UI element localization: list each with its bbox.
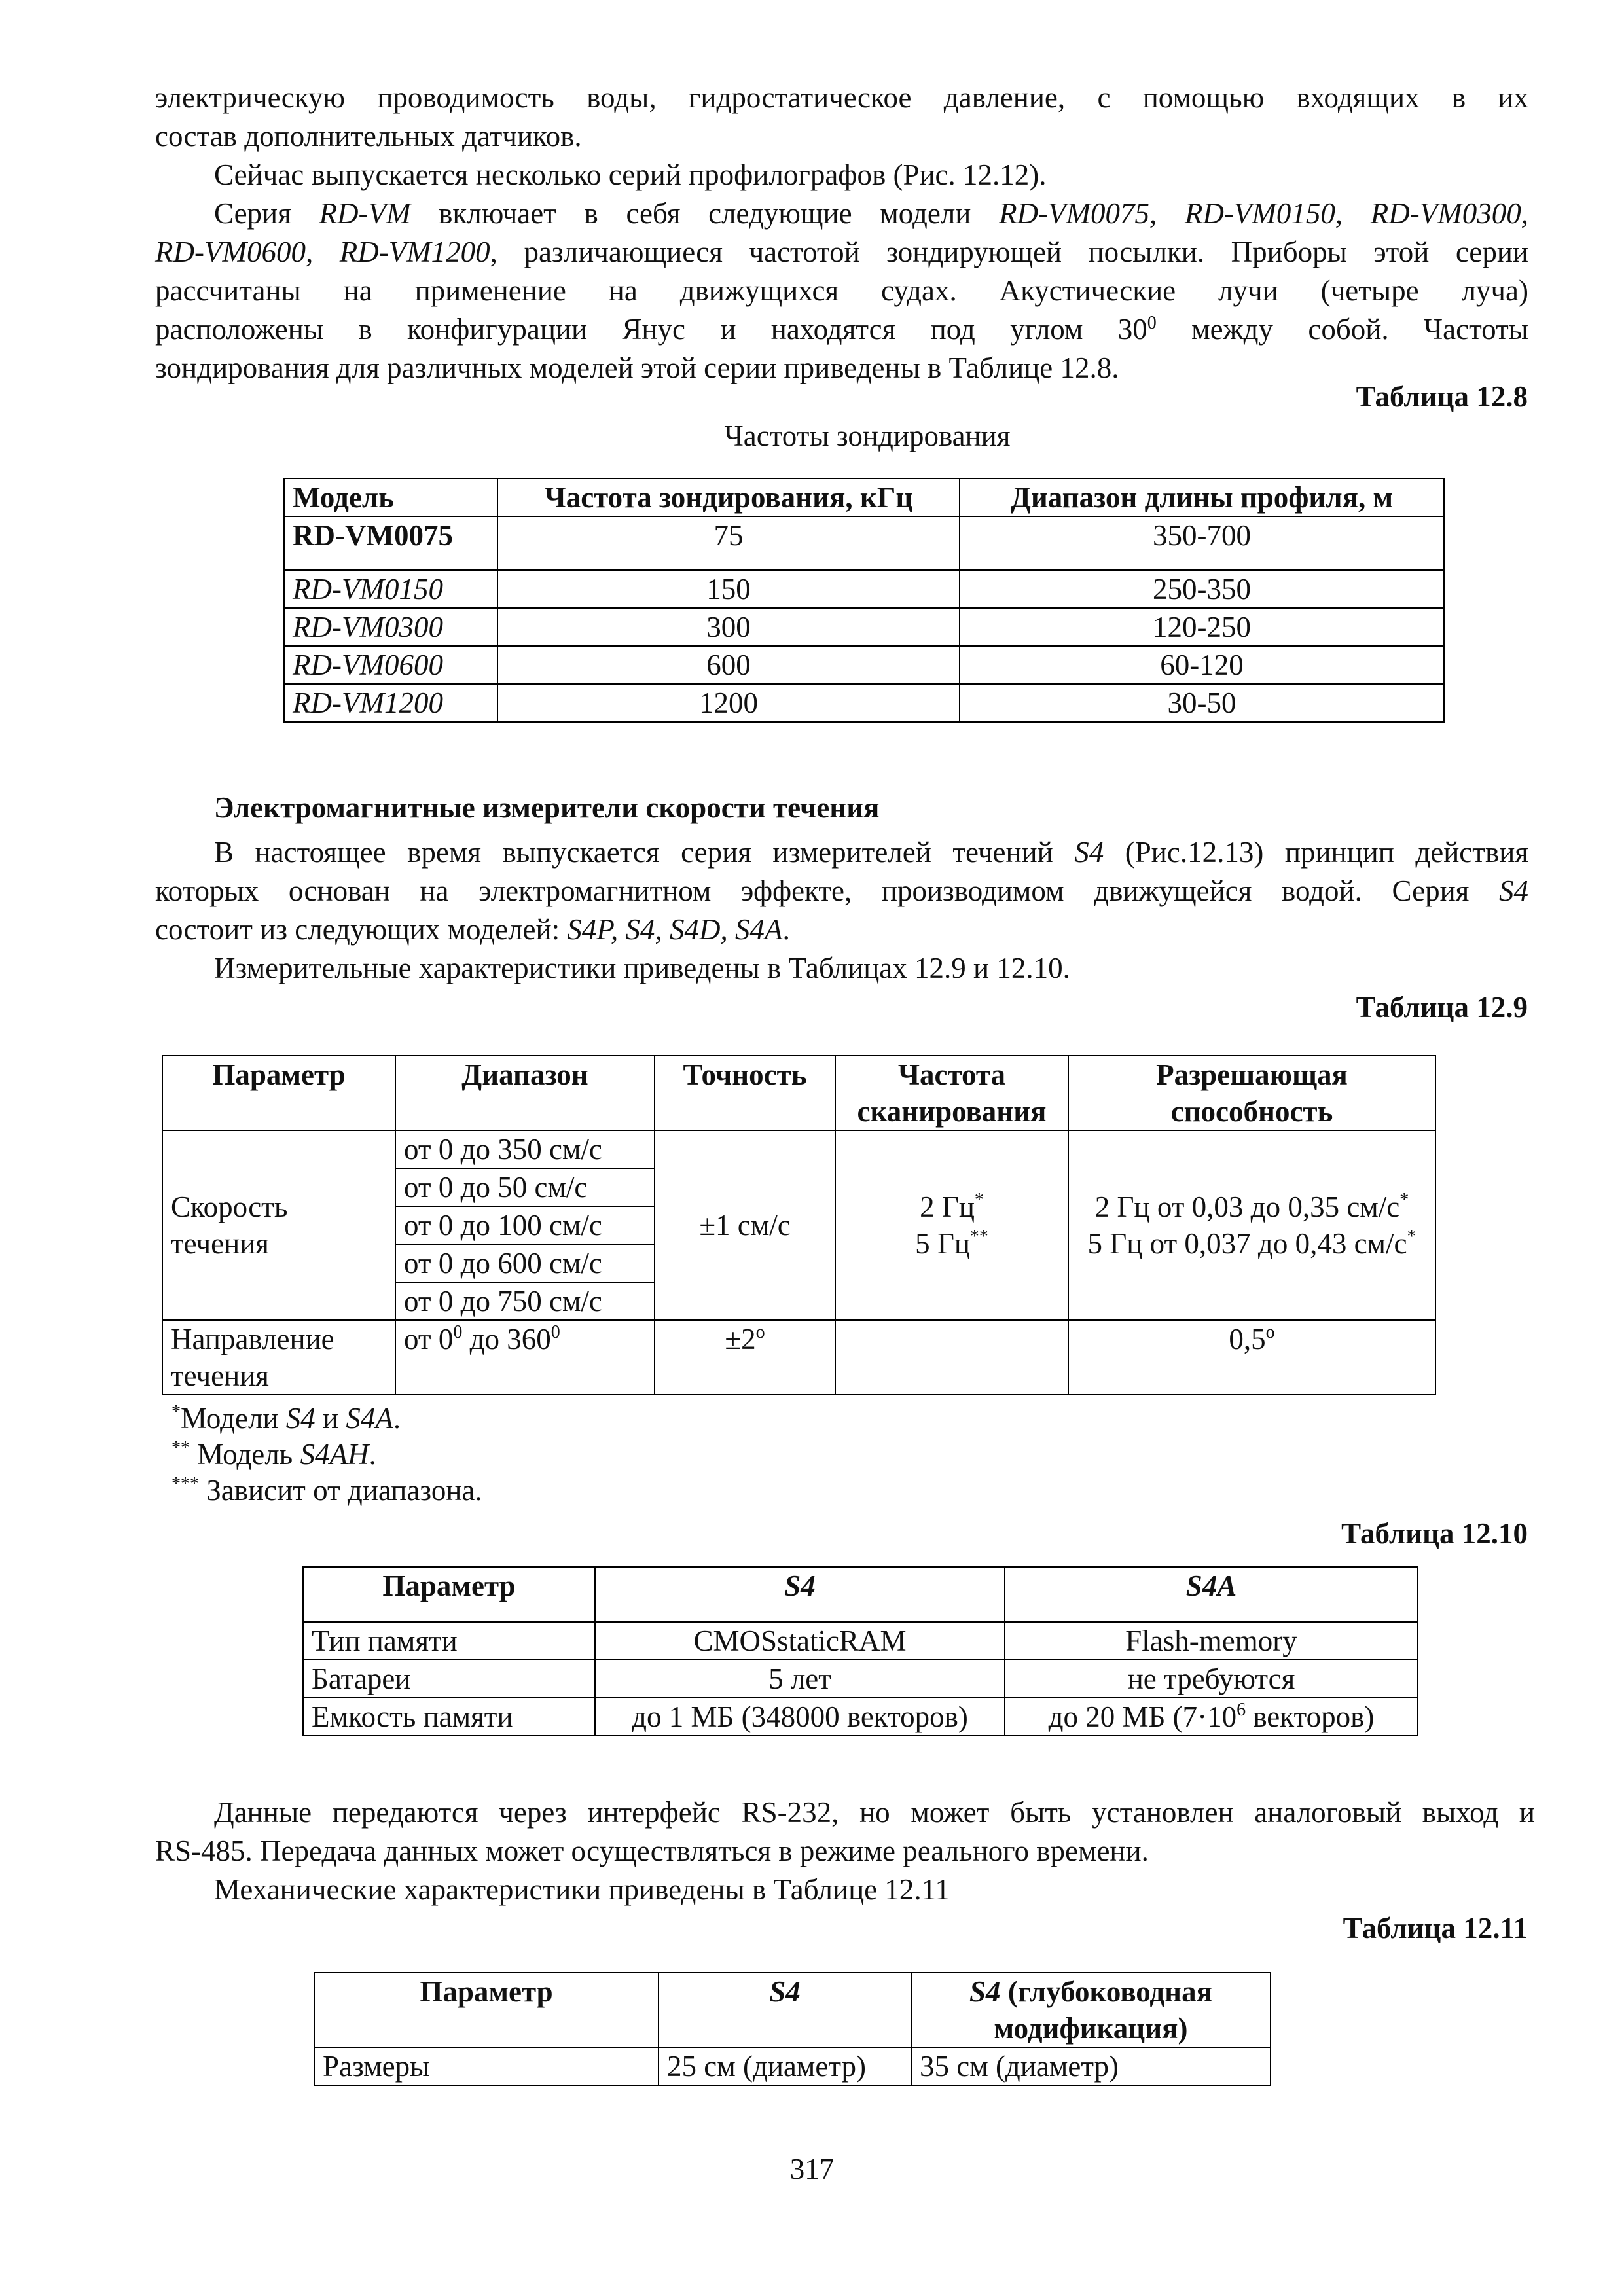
table-row: Размеры 25 см (диаметр) 35 см (диаметр) (314, 2047, 1271, 2085)
table-12-11 (314, 1972, 1271, 2086)
intro-paragraph-1: электрическую проводимость воды, гидростатическое давление, с помощью входящих в их состав дополнительных датчиков. (155, 81, 1528, 152)
table-row: Скорость течения от 0 до 350 см/с ±1 см/с 2 Гц* 5 Гц** 2 Гц от 0,03 до 0,35 см/с* 5 Гц от 0,037 до 0,43 см/с* (162, 1130, 1435, 1168)
section-paragraph-1: В настоящее время выпускается серия измерителей течений S4 (Рис.12.13) принцип действия которых основан на электромагнитном эффекте, производимом движущейся водой. Серия S4 состоит из следующих моделей: S4P, S4, S4D, S4A. (155, 836, 1528, 946)
footnote-1: *Модели S4 и S4A. (171, 1402, 401, 1435)
table-row: RD-VM0150 150 250-350 (284, 570, 1444, 608)
header-model: Модель (284, 478, 497, 516)
section-heading: Электромагнитные измерители скорости течения (214, 791, 880, 824)
header-frequency: Частота зондирования, кГц (497, 478, 960, 516)
table-row: RD-VM1200 1200 30-50 (284, 684, 1444, 722)
table-header-row: Параметр S4 S4A (303, 1567, 1418, 1622)
table-12-9-number: Таблица 12.9 (1356, 991, 1528, 1024)
table-row: от 0 до 600 см/с (162, 1244, 1435, 1282)
header-profile-range: Диапазон длины профиля, м (960, 478, 1444, 516)
table-row: Батареи 5 лет не требуются (303, 1660, 1418, 1698)
table-row: RD-VM0600 600 60-120 (284, 646, 1444, 684)
table-header-row: Параметр S4 S4 (глубоководная модификация) (314, 1973, 1271, 2047)
footnote-3: *** Зависит от диапазона. (171, 1474, 482, 1507)
table-row: от 0 до 50 см/с (162, 1168, 1435, 1206)
table-row: от 0 до 100 см/с (162, 1206, 1435, 1244)
after-paragraph-1: Данные передаются через интерфейс RS-232, но может быть установлен аналоговый выход и RS-485. Передача данных может осуществляться в режиме реального времени. (155, 1796, 1535, 1867)
table-12-8 (283, 478, 1445, 723)
table-row: Емкость памяти до 1 МБ (348000 векторов) до 20 МБ ($7\cdot 10^6$ векторов) (303, 1698, 1418, 1736)
page-number: 317 (789, 2153, 835, 2185)
table-row: RD-VM0300 300 120-250 (284, 608, 1444, 646)
section-paragraph-2: Измерительные характеристики приведены в Таблицах 12.9 и 12.10. (214, 952, 1070, 984)
table-row: Направление течения от $0^0$ до $360^0$ $\pm 2^o$ 0,5$^o$ (162, 1320, 1435, 1395)
table-header-row: Параметр Диапазон Точность Частота сканирования Разрешающая способность (162, 1056, 1435, 1130)
after-paragraph-2: Механические характеристики приведены в Таблице 12.11 (214, 1873, 950, 1906)
table-row: Тип памяти CMOSstaticRAM Flash-memory (303, 1622, 1418, 1660)
table-12-10-number: Таблица 12.10 (1341, 1517, 1528, 1550)
table-12-10 (302, 1566, 1418, 1736)
table-12-9 (162, 1055, 1436, 1395)
table-12-8-number: Таблица 12.8 (1356, 380, 1528, 413)
table-12-8-title: Частоты зондирования (724, 420, 1011, 452)
intro-paragraph-3: Серия RD-VM включает в себя следующие модели RD-VM0075, RD-VM0150, RD-VM0300, RD-VM0600, RD-VM1200, различающиеся частотой зондирующей посылки. Приборы этой серии рассчитаны на применение на движущихся судах. Акустические лучи (четыре луча) расположены в конфигурации Янус и находятся под углом $30^0$ между собой. Частоты зондирования для различных моделей этой серии приведены в Таблице 12.8. (155, 197, 1529, 384)
table-header-row (284, 478, 1444, 516)
footnote-2: ** Модель S4AH. (171, 1438, 376, 1471)
table-row: RD-VM0075 75 350-700 (284, 516, 1444, 570)
table-row: от 0 до 750 см/с (162, 1282, 1435, 1320)
table-12-11-number: Таблица 12.11 (1343, 1912, 1528, 1945)
intro-paragraph-2: Сейчас выпускается несколько серий профилографов (Рис. 12.12). (214, 158, 1047, 191)
